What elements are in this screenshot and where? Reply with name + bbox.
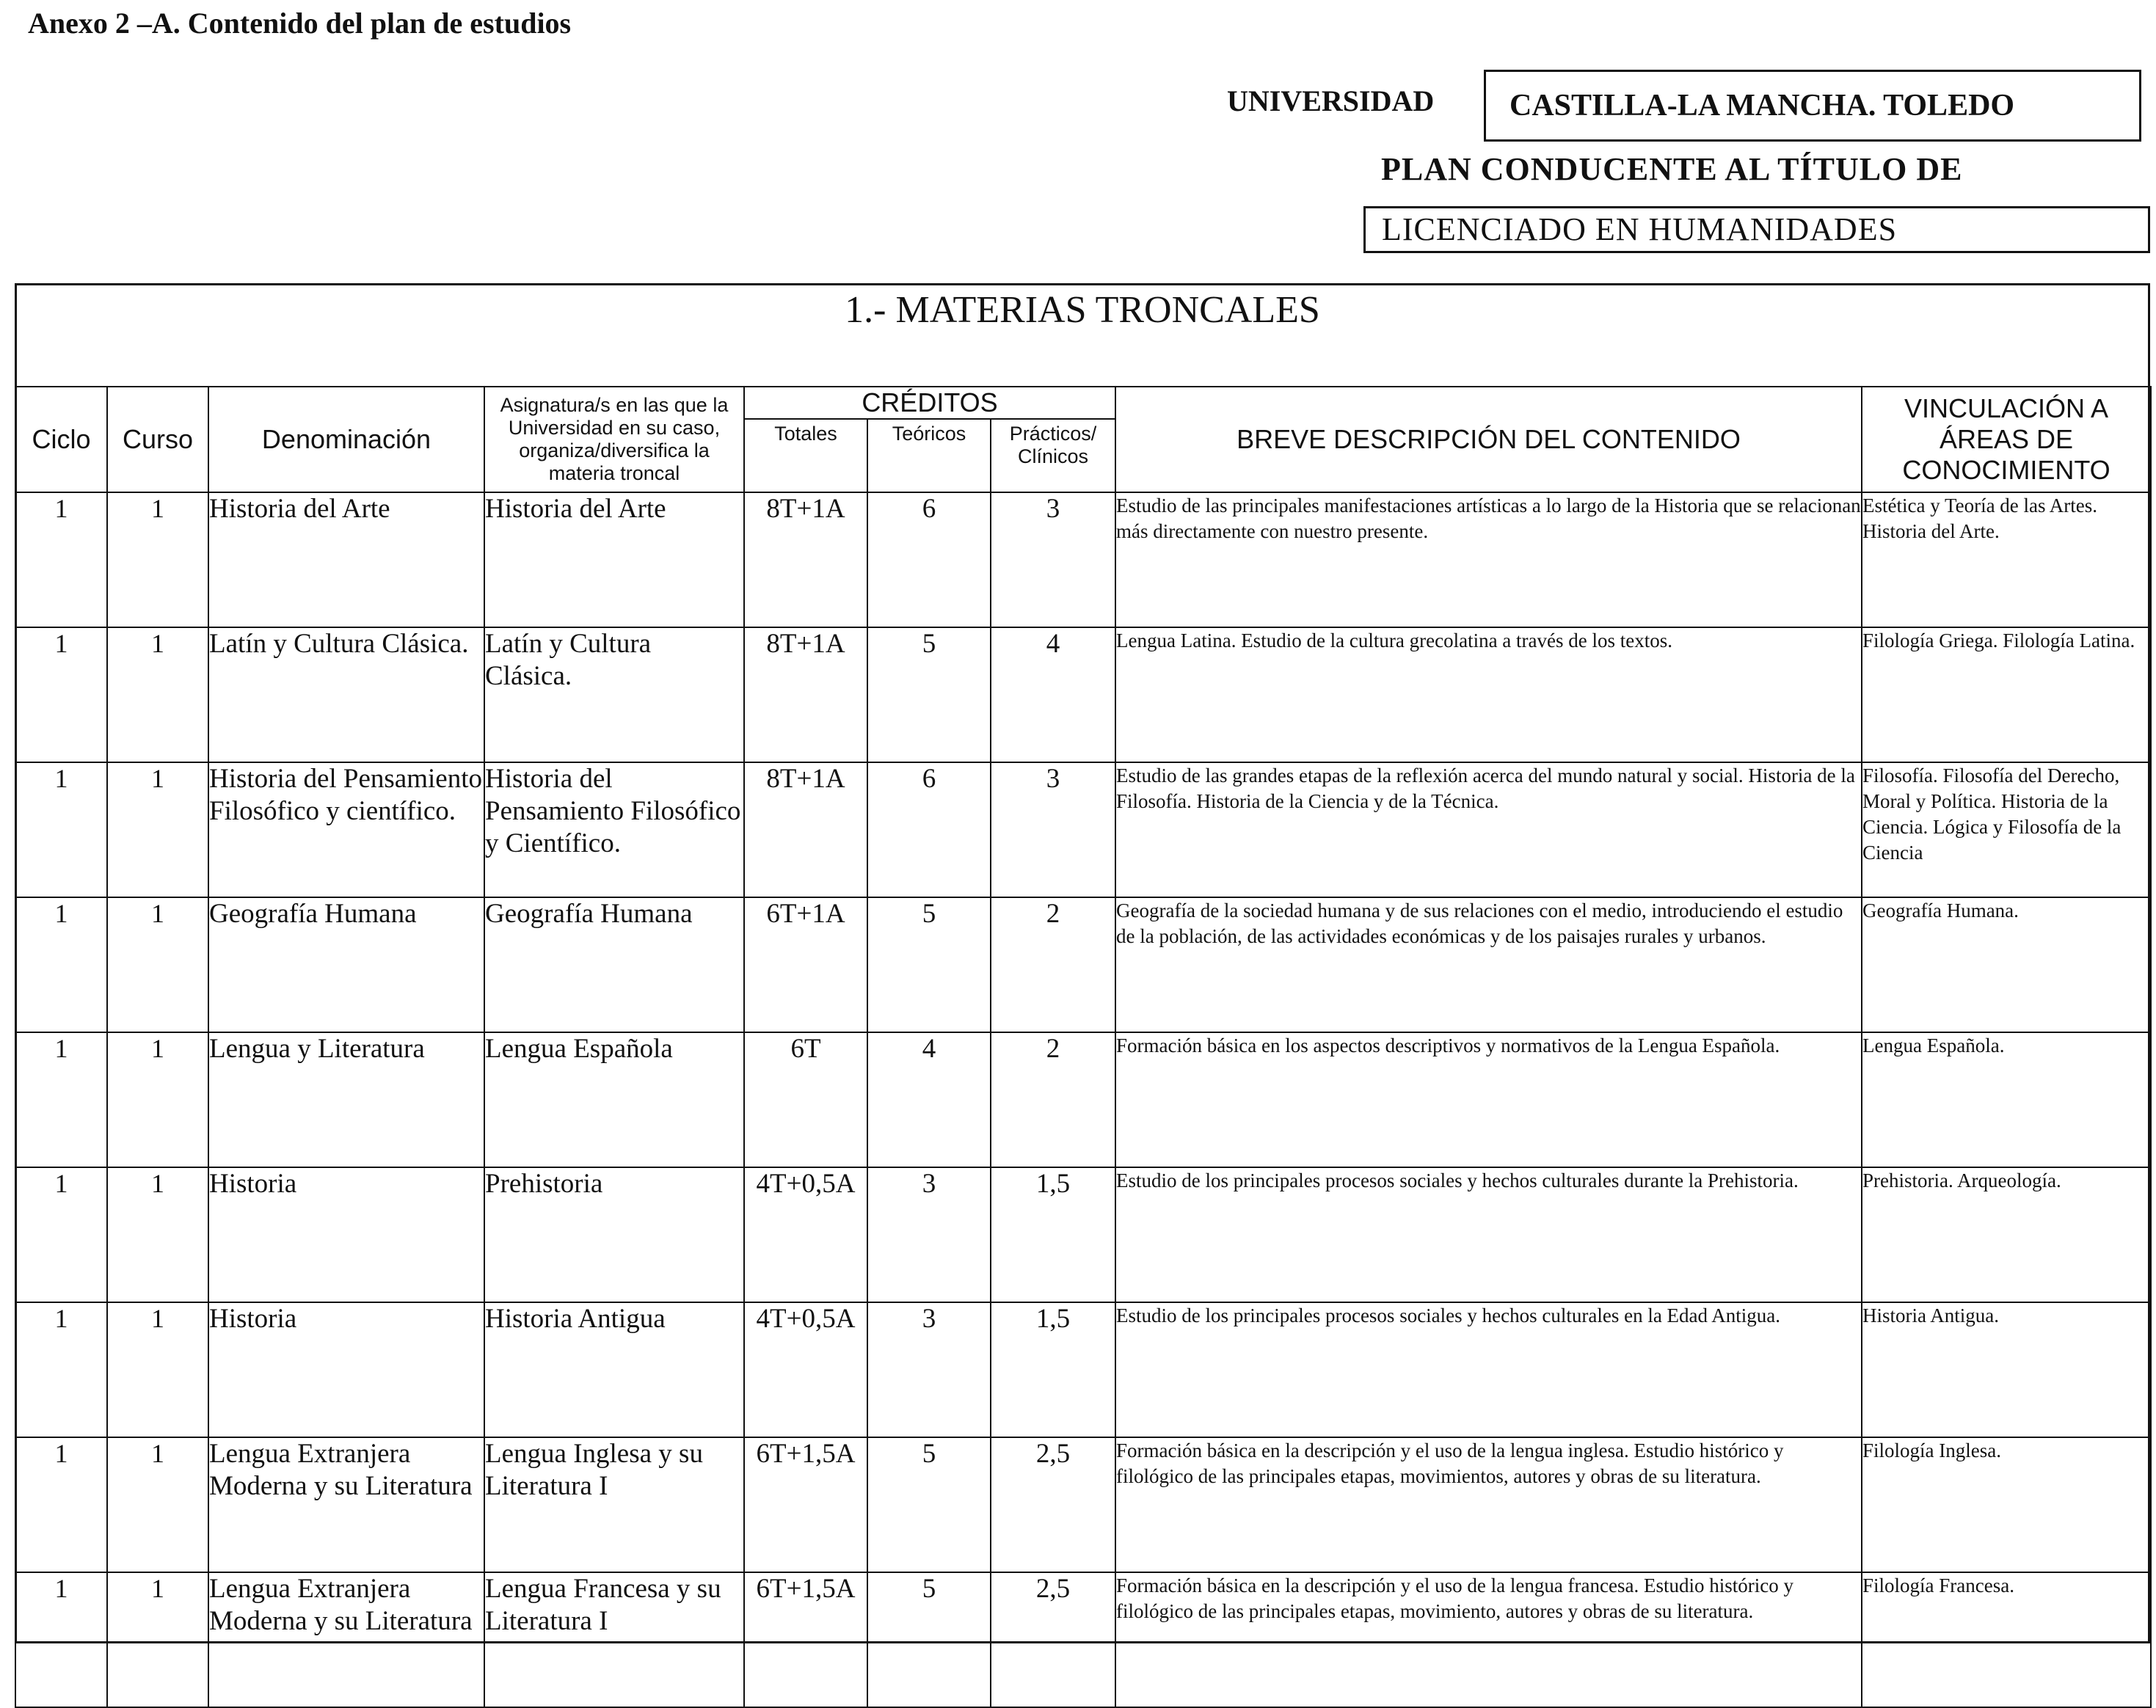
cell-denominacion: Historia — [208, 1302, 484, 1437]
cell-descripcion: Estudio de los principales procesos sociales y hechos culturales durante la Prehistoria. — [1115, 1167, 1862, 1302]
cell-practicos: 4 — [991, 627, 1115, 762]
section-title: 1.- MATERIAS TRONCALES — [845, 289, 1320, 331]
cell-asignatura: Historia del Pensamiento Filosófico y Científico. — [484, 762, 744, 897]
cell-areas: Filología Francesa. — [1862, 1572, 2151, 1707]
cell-teoricos: 5 — [867, 1437, 991, 1572]
cell-practicos: 2,5 — [991, 1437, 1115, 1572]
curriculum-table — [15, 386, 2152, 1708]
table-row — [15, 492, 2151, 627]
cell-asignatura: Lengua Francesa y su Literatura I — [484, 1572, 744, 1707]
plan-label: PLAN CONDUCENTE AL TÍTULO DE — [1381, 151, 1963, 187]
cell-totales: 8T+1A — [744, 627, 867, 762]
cell-teoricos: 3 — [867, 1302, 991, 1437]
cell-ciclo: 1 — [15, 762, 107, 897]
cell-areas: Lengua Española. — [1862, 1032, 2151, 1167]
cell-ciclo: 1 — [15, 1302, 107, 1437]
university-label: UNIVERSIDAD — [1227, 84, 1435, 117]
cell-teoricos: 6 — [867, 762, 991, 897]
cell-teoricos: 4 — [867, 1032, 991, 1167]
cell-curso: 1 — [107, 627, 208, 762]
cell-ciclo: 1 — [15, 1167, 107, 1302]
cell-areas: Filología Griega. Filología Latina. — [1862, 627, 2151, 762]
cell-practicos: 1,5 — [991, 1302, 1115, 1437]
cell-teoricos: 5 — [867, 1572, 991, 1707]
cell-denominacion: Lengua Extranjera Moderna y su Literatura — [208, 1572, 484, 1707]
table-row — [15, 1572, 2151, 1707]
cell-denominacion: Historia del Pensamiento Filosófico y científico. — [208, 762, 484, 897]
cell-totales: 6T+1A — [744, 897, 867, 1032]
cell-ciclo: 1 — [15, 897, 107, 1032]
cell-descripcion: Estudio de los principales procesos sociales y hechos culturales en la Edad Antigua. — [1115, 1302, 1862, 1437]
cell-asignatura: Prehistoria — [484, 1167, 744, 1302]
university-value: CASTILLA-LA MANCHA. TOLEDO — [1484, 70, 2141, 142]
header-asignaturas: Asignatura/s en las que la Universidad en su caso, organiza/diversifica la materia troncal — [484, 387, 744, 492]
cell-totales: 8T+1A — [744, 492, 867, 627]
cell-practicos: 3 — [991, 492, 1115, 627]
cell-areas: Geografía Humana. — [1862, 897, 2151, 1032]
header-teoricos: Teóricos — [867, 419, 991, 492]
cell-areas: Filología Inglesa. — [1862, 1437, 2151, 1572]
header-curso: Curso — [107, 387, 208, 492]
cell-descripcion: Estudio de las principales manifestaciones artísticas a lo largo de la Historia que se relacionan más directamente con nuestro presente. — [1115, 492, 1862, 627]
cell-descripcion: Formación básica en los aspectos descriptivos y normativos de la Lengua Española. — [1115, 1032, 1862, 1167]
header-creditos: CRÉDITOS — [744, 387, 1115, 419]
cell-totales: 8T+1A — [744, 762, 867, 897]
cell-curso: 1 — [107, 1302, 208, 1437]
cell-teoricos: 5 — [867, 897, 991, 1032]
cell-curso: 1 — [107, 1032, 208, 1167]
cell-totales: 6T+1,5A — [744, 1437, 867, 1572]
cell-practicos: 2 — [991, 1032, 1115, 1167]
cell-teoricos: 6 — [867, 492, 991, 627]
cell-ciclo: 1 — [15, 627, 107, 762]
cell-ciclo: 1 — [15, 492, 107, 627]
cell-curso: 1 — [107, 762, 208, 897]
table-row — [15, 762, 2151, 897]
cell-ciclo: 1 — [15, 1437, 107, 1572]
annex-title: Anexo 2 –A. Contenido del plan de estudios — [28, 7, 572, 40]
table-row — [15, 897, 2151, 1032]
cell-denominacion: Historia del Arte — [208, 492, 484, 627]
cell-totales: 4T+0,5A — [744, 1167, 867, 1302]
cell-practicos: 1,5 — [991, 1167, 1115, 1302]
cell-practicos: 2,5 — [991, 1572, 1115, 1707]
cell-teoricos: 3 — [867, 1167, 991, 1302]
cell-totales: 4T+0,5A — [744, 1302, 867, 1437]
cell-descripcion: Formación básica en la descripción y el uso de la lengua inglesa. Estudio histórico y filológico de las principales etapas, movimientos, autores y obras de su literatura. — [1115, 1437, 1862, 1572]
header-vinculacion: VINCULACIÓN A ÁREAS DE CONOCIMIENTO — [1862, 387, 2151, 492]
cell-totales: 6T+1,5A — [744, 1572, 867, 1707]
cell-practicos: 3 — [991, 762, 1115, 897]
cell-asignatura: Lengua Española — [484, 1032, 744, 1167]
cell-denominacion: Latín y Cultura Clásica. — [208, 627, 484, 762]
header-denominacion: Denominación — [208, 387, 484, 492]
cell-denominacion: Historia — [208, 1167, 484, 1302]
table-row — [15, 1437, 2151, 1572]
cell-denominacion: Lengua Extranjera Moderna y su Literatura — [208, 1437, 484, 1572]
cell-areas: Estética y Teoría de las Artes. Historia del Arte. — [1862, 492, 2151, 627]
cell-asignatura: Geografía Humana — [484, 897, 744, 1032]
header-ciclo: Ciclo — [15, 387, 107, 492]
cell-areas: Historia Antigua. — [1862, 1302, 2151, 1437]
cell-denominacion: Lengua y Literatura — [208, 1032, 484, 1167]
cell-ciclo: 1 — [15, 1032, 107, 1167]
cell-descripcion: Formación básica en la descripción y el uso de la lengua francesa. Estudio histórico y filológico de las principales etapas, movimiento, autores y obras de su literatura. — [1115, 1572, 1862, 1707]
cell-asignatura: Historia del Arte — [484, 492, 744, 627]
cell-denominacion: Geografía Humana — [208, 897, 484, 1032]
cell-descripcion: Lengua Latina. Estudio de la cultura grecolatina a través de los textos. — [1115, 627, 1862, 762]
cell-descripcion: Estudio de las grandes etapas de la reflexión acerca del mundo natural y social. Historia de la Filosofía. Historia de la Ciencia y de la Técnica. — [1115, 762, 1862, 897]
cell-areas: Prehistoria. Arqueología. — [1862, 1167, 2151, 1302]
cell-asignatura: Lengua Inglesa y su Literatura I — [484, 1437, 744, 1572]
cell-descripcion: Geografía de la sociedad humana y de sus relaciones con el medio, introduciendo el estudio de la población, de las actividades económicas y de los paisajes rurales y urbanos. — [1115, 897, 1862, 1032]
table-row — [15, 627, 2151, 762]
cell-totales: 6T — [744, 1032, 867, 1167]
table-row — [15, 1302, 2151, 1437]
cell-areas: Filosofía. Filosofía del Derecho, Moral y Política. Historia de la Ciencia. Lógica y Filosofía de la Ciencia — [1862, 762, 2151, 897]
cell-curso: 1 — [107, 1437, 208, 1572]
cell-curso: 1 — [107, 897, 208, 1032]
cell-asignatura: Historia Antigua — [484, 1302, 744, 1437]
degree-title: LICENCIADO EN HUMANIDADES — [1363, 206, 2150, 253]
cell-curso: 1 — [107, 1167, 208, 1302]
cell-curso: 1 — [107, 1572, 208, 1707]
header-practicos: Prácticos/ Clínicos — [991, 419, 1115, 492]
cell-practicos: 2 — [991, 897, 1115, 1032]
cell-asignatura: Latín y Cultura Clásica. — [484, 627, 744, 762]
table-row — [15, 1167, 2151, 1302]
header-totales: Totales — [744, 419, 867, 492]
cell-curso: 1 — [107, 492, 208, 627]
header-descripcion: BREVE DESCRIPCIÓN DEL CONTENIDO — [1115, 387, 1862, 492]
cell-teoricos: 5 — [867, 627, 991, 762]
table-row — [15, 1032, 2151, 1167]
cell-ciclo: 1 — [15, 1572, 107, 1707]
